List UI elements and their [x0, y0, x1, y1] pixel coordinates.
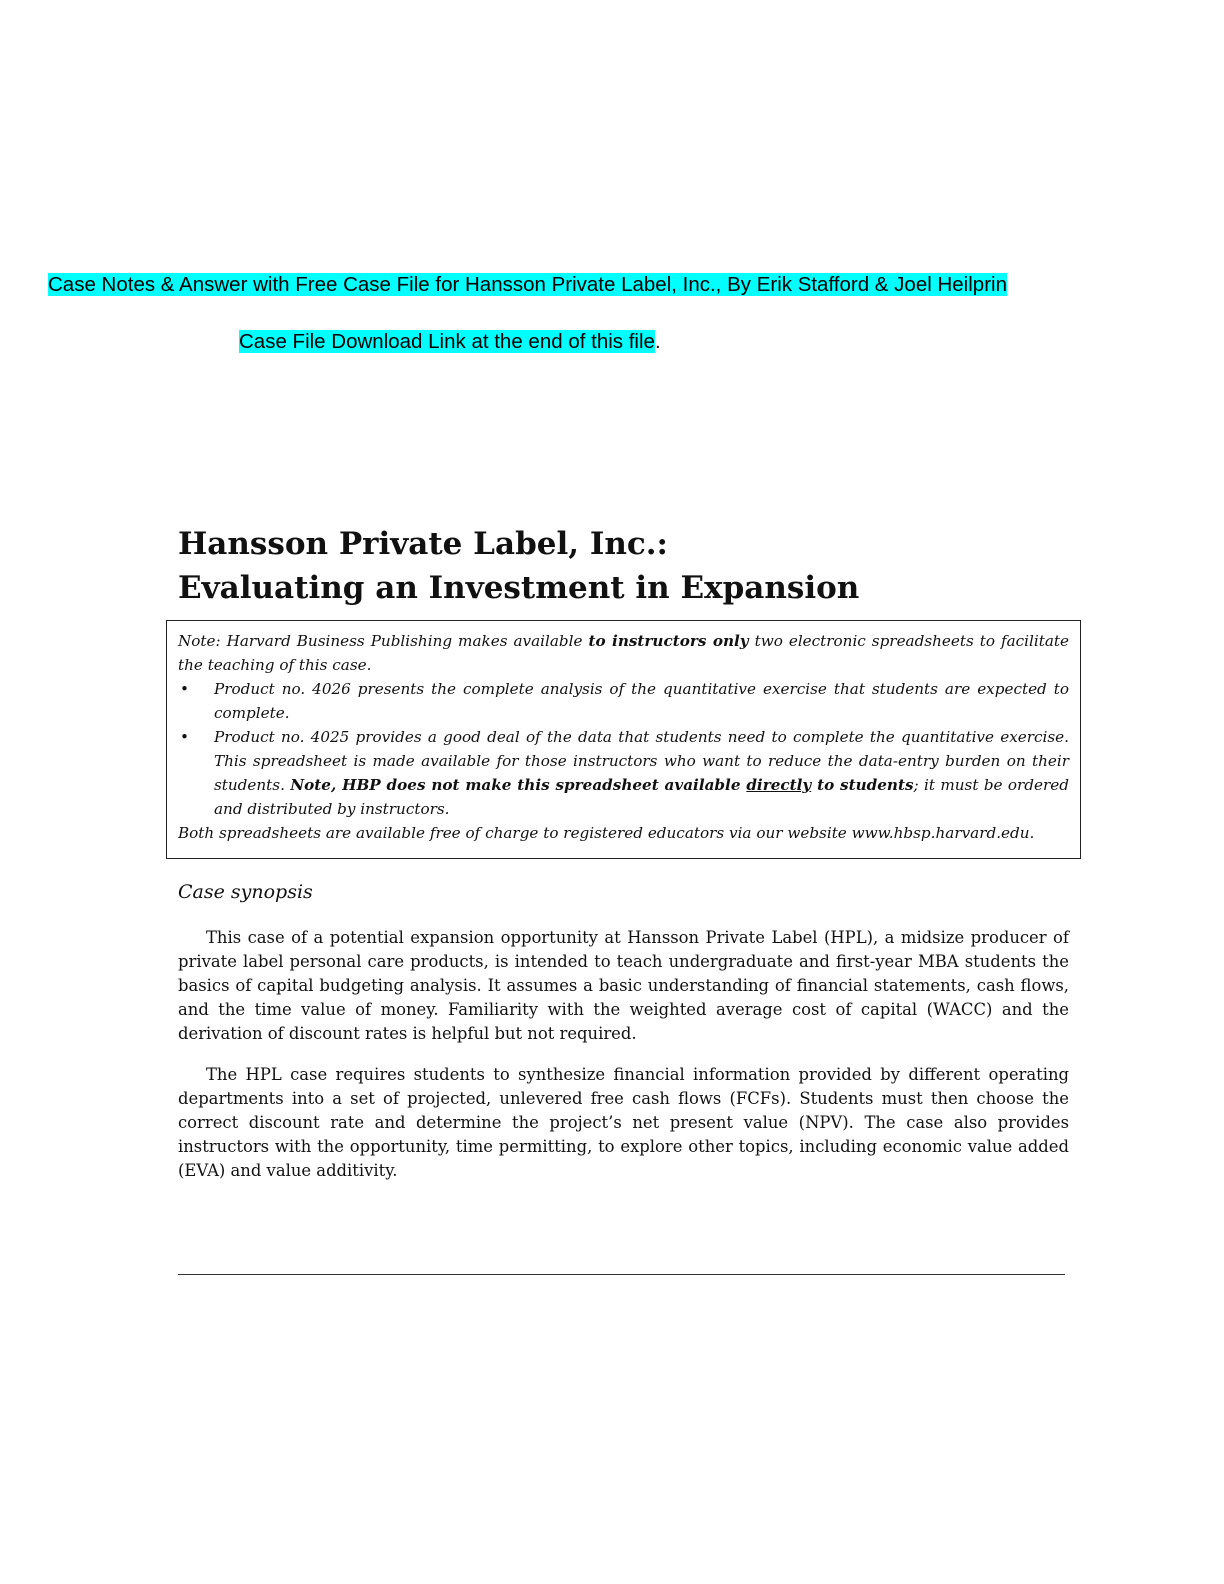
- note-bullet-item: [178, 725, 1069, 821]
- note-emphasis-text: Note, HBP does not make this spreadsheet available: [290, 776, 747, 794]
- note-bullet-text: Product no. 4025 provides a good deal of the data that students need to complete the quantitative exercise. This spreadsheet is made available for those instructors who want to reduce the data-entry burden on their students.: [214, 728, 1069, 794]
- document-title-line2: Evaluating an Investment in Expansion: [178, 570, 860, 606]
- bullet-icon: •: [180, 680, 189, 698]
- note-closing: Both spreadsheets are available free of charge to registered educators via our website www.hbsp.harvard.edu.: [178, 824, 1035, 842]
- note-bullet-text: Product no. 4026 presents the complete analysis of the quantitative exercise that students are expected to complete.: [214, 680, 1069, 722]
- note-bullet-item: [178, 677, 1069, 725]
- note-emphasis-underlined: directly: [746, 776, 812, 794]
- note-intro-text: Note: Harvard Business Publishing makes available: [178, 632, 589, 650]
- download-link-notice: [239, 328, 661, 355]
- note-bullet-text-end: ; it must be ordered and distributed by instructors.: [214, 776, 1069, 818]
- note-intro: [178, 629, 1069, 677]
- note-bullet-emphasis: [290, 776, 913, 794]
- download-link-period: .: [654, 330, 661, 353]
- bullet-icon: •: [180, 728, 189, 746]
- note-intro-text-end: two electronic spreadsheets to facilitate the teaching of this case.: [178, 632, 1069, 674]
- note-bullet-list: [178, 677, 1069, 821]
- case-notes-banner: [48, 271, 1007, 300]
- document-title-line1: Hansson Private Label, Inc.:: [178, 526, 668, 562]
- note-emphasis-text-end: to students: [811, 776, 914, 794]
- note-intro-emphasis: to instructors only: [588, 632, 749, 650]
- case-notes-banner-text: Case Notes & Answer with Free Case File for Hansson Private Label, Inc., By Erik Stafford & Joel Heilprin: [48, 273, 1007, 296]
- synopsis-paragraph-1: This case of a potential expansion opportunity at Hansson Private Label (HPL), a midsize producer of private label personal care products, is intended to teach undergraduate and first-year MBA students the basics of capital budgeting analysis. It assumes a basic understanding of financial statements, cash flows, and the time value of money. Familiarity with the weighted average cost of capital (WACC) and the derivation of discount rates is helpful but not required.: [178, 928, 1069, 1043]
- section-heading-case-synopsis: Case synopsis: [178, 881, 313, 903]
- download-link-text[interactable]: Case File Download Link at the end of this file: [239, 330, 655, 353]
- instructor-note-box: [166, 620, 1081, 859]
- footnote-divider: [178, 1274, 1065, 1275]
- document-title: [178, 522, 859, 610]
- synopsis-paragraph-2: The HPL case requires students to synthesize financial information provided by different operating departments into a set of projected, unlevered free cash flows (FCFs). Students must then choose the correct discount rate and determine the project’s net present value (NPV). The case also provides instructors with the opportunity, time permitting, to explore other topics, including economic value added (EVA) and value additivity.: [178, 1065, 1069, 1180]
